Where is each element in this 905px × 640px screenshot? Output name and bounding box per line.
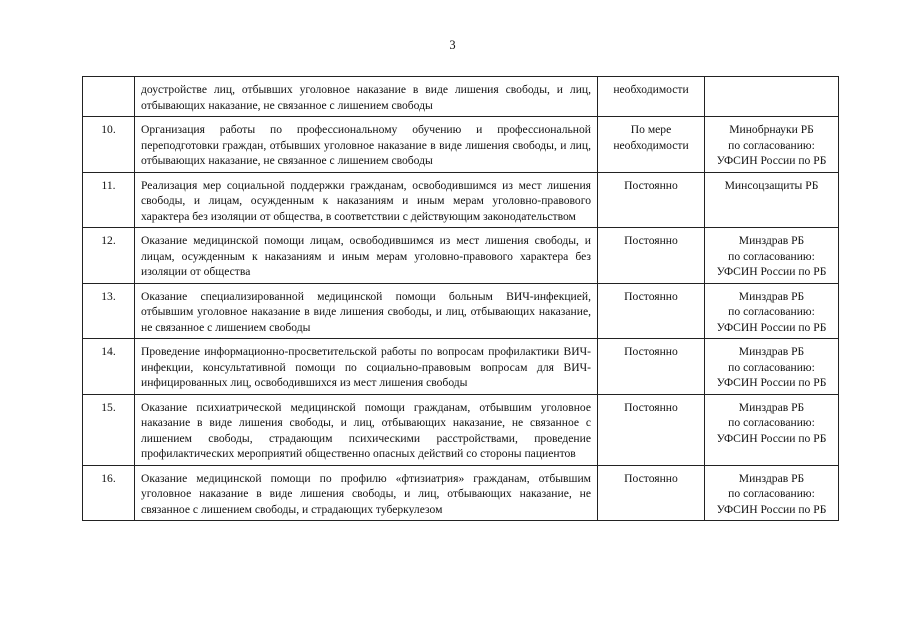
execution-period: Постоянно — [598, 228, 705, 284]
execution-period: необходимости — [598, 77, 705, 117]
responsible-agency: Минздрав РБ — [738, 471, 805, 485]
table-row — [83, 283, 839, 339]
table-row — [83, 394, 839, 465]
execution-period: Постоянно — [598, 339, 705, 395]
responsible-agency: Минздрав РБ — [738, 345, 805, 358]
row-number: 10. — [83, 117, 135, 173]
partner-agency: УФСИН России по РБ — [716, 431, 827, 445]
responsible-agency: Минздрав РБ — [738, 234, 805, 247]
responsible-cell — [705, 172, 839, 228]
partner-agency: УФСИН России по РБ — [716, 376, 827, 389]
partner-agency: УФСИН России по РБ — [716, 154, 827, 167]
page-number: 3 — [449, 38, 456, 52]
row-number: 11. — [83, 172, 135, 228]
table-row — [83, 172, 839, 228]
table-row — [83, 117, 839, 173]
row-number: 15. — [83, 394, 135, 465]
table-row — [83, 77, 839, 117]
table-row — [83, 228, 839, 284]
partner-agency: УФСИН России по РБ — [716, 502, 827, 516]
measure-description: Оказание психиатрической медицинской помощи гражданам, отбывшим уголовное наказание в виде лишения свободы, и лиц, отбывающих наказание, не связанное с лишением свободы, страдающим психическими расстройствами, проведение профилактических мероприятий общественно опасных действий со стороны пациентов — [135, 394, 598, 465]
execution-period: Постоянно — [598, 172, 705, 228]
measures-table — [82, 76, 839, 521]
measure-description: Оказание специализированной медицинской помощи больным ВИЧ-инфекцией, отбывшим уголовное наказание в виде лишения свободы, и лиц, отбывающих наказание, не связанное с лишением свободы — [135, 283, 598, 339]
row-number: 13. — [83, 283, 135, 339]
agreement-note: по согласованию: — [728, 249, 815, 263]
execution-period: Постоянно — [598, 283, 705, 339]
responsible-cell — [705, 117, 839, 173]
responsible-agency: Минздрав РБ — [738, 289, 805, 303]
responsible-cell — [705, 339, 839, 395]
table-row — [83, 465, 839, 521]
agreement-note: по согласованию: — [728, 360, 815, 374]
row-number: 16. — [83, 465, 135, 521]
responsible-cell — [705, 228, 839, 284]
execution-period: Постоянно — [598, 394, 705, 465]
agreement-note: по согласованию: — [728, 305, 815, 318]
execution-period: Постоянно — [598, 465, 705, 521]
responsible-cell — [705, 465, 839, 521]
partner-agency: УФСИН России по РБ — [716, 265, 827, 278]
measure-description: Оказание медицинской помощи по профилю «фтизиатрия» гражданам, отбывшим уголовное наказание в виде лишения свободы, и лиц, отбывающих наказание, не связанное с лишением свободы, и страдающих туберкулезом — [135, 465, 598, 521]
responsible-cell — [705, 394, 839, 465]
table-row — [83, 339, 839, 395]
row-number — [83, 77, 135, 117]
responsible-agency: Минобрнауки РБ — [729, 123, 814, 136]
responsible-agency: Минсоцзащиты РБ — [724, 178, 819, 192]
row-number: 12. — [83, 228, 135, 284]
agreement-note: по согласованию: — [728, 138, 815, 152]
partner-agency: УФСИН России по РБ — [716, 320, 827, 334]
measure-description: Оказание медицинской помощи лицам, освободившимся из мест лишения свободы, и лицам, осужденным к наказаниям и иным мерам уголовно-правового характера без изоляции от общества — [135, 228, 598, 284]
measure-description: доустройстве лиц, отбывших уголовное наказание в виде лишения свободы, и лиц, отбывающих наказание, не связанное с лишением свободы — [135, 77, 598, 117]
measure-description: Проведение информационно-просветительской работы по вопросам профилактики ВИЧ-инфекции, консультативной помощи по социально-правовым вопросам для ВИЧ-инфицированных лиц, освободившихся из мест лишения свободы — [135, 339, 598, 395]
execution-period: По мере необходимости — [598, 117, 705, 173]
row-number: 14. — [83, 339, 135, 395]
responsible-cell — [705, 77, 839, 117]
responsible-cell — [705, 283, 839, 339]
agreement-note: по согласованию: — [728, 487, 815, 500]
measure-description: Реализация мер социальной поддержки гражданам, освободившимся из мест лишения свободы, и лицам, осужденным к наказаниям и иным мерам уголовно-правового характера без изоляции от общества, в соответствии с действующим законодательством — [135, 172, 598, 228]
agreement-note: по согласованию: — [728, 416, 815, 429]
responsible-agency: Минздрав РБ — [738, 400, 805, 414]
measure-description: Организация работы по профессиональному обучению и профессиональной переподготовки граждан, отбывших уголовное наказание в виде лишения свободы, и лиц, отбывающих наказание, не связанное с лишением свободы — [135, 117, 598, 173]
